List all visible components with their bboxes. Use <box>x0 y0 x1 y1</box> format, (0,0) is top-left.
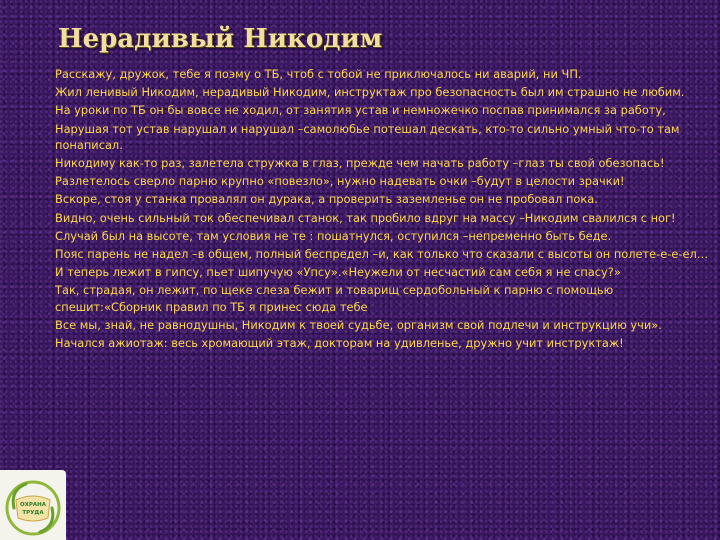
poem-paragraph: И теперь лежит в гипсу, пьет шипучую «Упсу».«Неужели от несчастий сам себя я не спасу?» <box>55 265 621 280</box>
poem-paragraph: Видно, очень сильный ток обеспечивал станок, так пробило вдруг на массу –Никодим свалился с ног! <box>55 210 676 225</box>
poem-paragraph: Случай был на высоте, там условия не те : пошатнулся, оступился –непременно быть беде. <box>55 228 612 243</box>
emblem-text-line1: ОХРАНА <box>19 502 47 508</box>
poem-paragraph: Начался ажиотаж: весь хромающий этаж, докторам на удивленье, дружно учит инструктаж! <box>55 336 624 351</box>
poem-paragraph: Пояс парень не надел –в общем, полный беспредел –и, как только что сказали с высоты он полете-е-е-ел… <box>55 247 709 262</box>
poem-paragraph: Вскоре, стоя у станка провалял он дурака, а проверить заземленье он не пробовал пока. <box>55 192 598 207</box>
poem-paragraph: Расскажу, дружок, тебе я поэму о ТБ, чтоб с тобой не приключалось ни аварий, ни ЧП. <box>55 67 582 81</box>
emblem-banner <box>16 496 50 521</box>
slide-title: Нерадивый Никодим <box>58 24 383 54</box>
poem-paragraph: Разлетелось сверло парню крупно «повезло», нужно надевать очки –будут в целости зрачки! <box>55 174 625 189</box>
poem-paragraph: Все мы, знай, не равнодушны, Никодим к твоей судьбе, организм свой подлечи и инструкцию учи». <box>55 317 662 332</box>
poem-paragraph: Никодиму как-то раз, залетела стружка в глаз, прежде чем начать работу –глаз ты свой обезопась! <box>55 156 665 171</box>
labor-protection-emblem-icon <box>0 470 66 540</box>
emblem-text-line2: ТРУДА <box>22 510 44 516</box>
poem-body <box>55 66 717 353</box>
poem-paragraph: Так, страдая, он лежит, по щеке слеза бежит и товарищ сердобольный к парню с помощью спешит:«Сборник правил по ТБ я принес сюда тебе <box>55 283 614 314</box>
emblem-graphic <box>0 470 66 540</box>
poem-paragraph: Нарушая тот устав нарушал и нарушал –самолюбье потешал дескать, кто-то сильно умный что-то там понаписал. <box>55 121 680 152</box>
poem-paragraph: На уроки по ТБ он бы вовсе не ходил, от занятия устав и немножечко поспав принимался за работу, <box>55 103 666 118</box>
poem-paragraph: Жил ленивый Никодим, нерадивый Никодим, инструктаж про безопасность был им страшно не любим. <box>55 85 685 100</box>
